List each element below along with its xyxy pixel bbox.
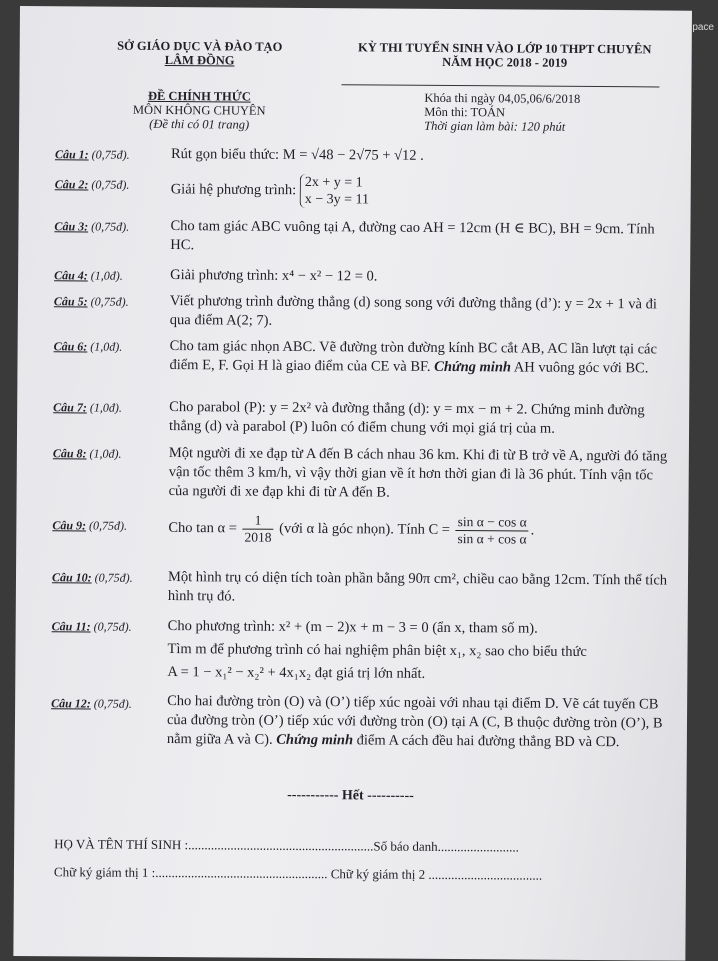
department-name: SỞ GIÁO DỤC VÀ ĐÀO TẠO	[117, 38, 283, 54]
question-label: Câu 2: (0,75đ).	[54, 177, 130, 192]
question-label: Câu 5: (0,75đ).	[53, 294, 129, 309]
fraction: $\frac{1}{2018}$	[242, 513, 273, 546]
question-text: Cho tan α = $\frac{1}{2018}$ (với α là góc nhọn). Tính C = $\frac{\text{sin α − cos α}}{\text{sin α + cos α}}$ .	[168, 512, 535, 547]
question-text: Viết phương trình đường thẳng (d) song song với đường thẳng (d’): y = 2x + 1 và đi qua điểm A(2; 7).	[169, 293, 657, 329]
question-label: Câu 6: (1,0đ).	[53, 339, 123, 354]
question-text: Giải hệ phương trình: 2x + y = 1 x − 3y = 11	[170, 174, 370, 208]
sub-right	[424, 91, 674, 135]
question-text: Cho parabol (P): y = 2x² và đường thẳng (d): y = mx − m + 2. Chứng minh đường thẳng (d) và parabol (P) luôn có điểm chung với mọi giá trị của m.	[169, 399, 645, 437]
question-label: Câu 7: (1,0đ).	[53, 400, 122, 415]
question-text: Rút gọn biểu thức: M = √48 − 2√75 + √12 .	[170, 146, 424, 164]
question-text: Giải phương trình: x⁴ − x² − 12 = 0.	[170, 267, 378, 285]
page-note: (Đề thi có 01 trang)	[149, 116, 250, 132]
proctor-signature-line: Chữ ký giám thị 1 :..................................................... Chữ ký giám thị 2 ...................................	[53, 864, 543, 883]
province-name: LÂM ĐỒNG	[164, 53, 235, 68]
question-text: Một người đi xe đạp từ A đến B cách nhau 36 km. Khi đi từ B trở về A, người đó tăng vận tốc thêm 3 km/h, vì vậy thời gian về ít hơn thời gian đi là 36 phút. Tính vận tốc của người đi xe đạp khi đi từ A đến B.	[168, 445, 668, 501]
question-text: Cho hai đường tròn (O) và (O’) tiếp xúc ngoài với nhau tại điểm D. Vẽ cát tuyến CB của đường tròn (O’) tiếp xúc với đường tròn (O) tại A (C, B thuộc đường tròn (O’), B nằm giữa A và C). Chứng minh điểm A cách đều hai đường thẳng BD và CD.	[166, 693, 663, 751]
question-label: Câu 8: (1,0đ).	[52, 446, 122, 461]
question-text: Cho tam giác ABC vuông tại A, đường cao AH = 12cm (H ∈ BC), BH = 9cm. Tính HC.	[170, 218, 655, 254]
corner-text: pace	[692, 22, 714, 33]
header-divider	[341, 84, 659, 87]
question-label: Câu 3: (0,75đ).	[54, 219, 130, 234]
time-limit: Thời gian làm bài: 120 phút	[424, 118, 566, 134]
header-left	[100, 39, 300, 68]
question-label: Câu 11: (0,75đ).	[51, 619, 132, 634]
question-text: Cho tam giác nhọn ABC. Vẽ đường tròn đường kính BC cắt AB, AC lần lượt tại các điểm E, F. Gọi H là giao điểm của CE và BF. Chứng minh AH vuông góc với BC.	[169, 338, 658, 377]
subject-type: MÔN KHÔNG CHUYÊN	[132, 102, 266, 118]
question-label: Câu 1: (0,75đ).	[54, 147, 130, 162]
question-text: Cho phương trình: x² + (m − 2)x + m − 3 = 0 (ẩn x, tham số m). Tìm m để phương trình có hai nghiệm phân biệt x₁, x₂ sao cho biểu thức A = 1 − x₁² − x₂² + 4x₁x₂ đạt giá trị lớn nhất.	[167, 618, 587, 682]
header-right	[340, 40, 670, 70]
question-label: Câu 9: (0,75đ).	[52, 518, 128, 533]
question-label: Câu 4: (1,0đ).	[54, 268, 123, 283]
exam-title: KỲ THI TUYỂN SINH VÀO LỚP 10 THPT CHUYÊN	[357, 40, 652, 57]
end-marker: ----------- Hết ----------	[287, 787, 414, 804]
question-label: Câu 12: (0,75đ).	[51, 696, 132, 711]
official-label: ĐỀ CHÍNH THỨC	[147, 88, 251, 104]
fraction: $\frac{\text{sin α − cos α}}{\text{sin α + cos α}}$	[457, 514, 527, 547]
question-label: Câu 10: (0,75đ).	[51, 570, 133, 585]
question-text: Một hình trụ có diện tích toàn phần bằng 90π cm², chiều cao bằng 12cm. Tính thể tích hình trụ đó.	[167, 569, 668, 605]
school-year: NĂM HỌC 2018 - 2019	[442, 54, 568, 70]
sub-left	[99, 89, 299, 132]
subject-name: Môn thi: TOÁN	[424, 104, 506, 120]
exam-date: Khóa thi ngày 04,05,06/6/2018	[424, 90, 581, 106]
exam-paper	[13, 6, 692, 961]
equation-system: 2x + y = 1 x − 3y = 11	[300, 174, 370, 208]
candidate-name-line: HỌ VÀ TÊN THÍ SINH :.........................................................Số báo danh.........................	[54, 836, 519, 855]
